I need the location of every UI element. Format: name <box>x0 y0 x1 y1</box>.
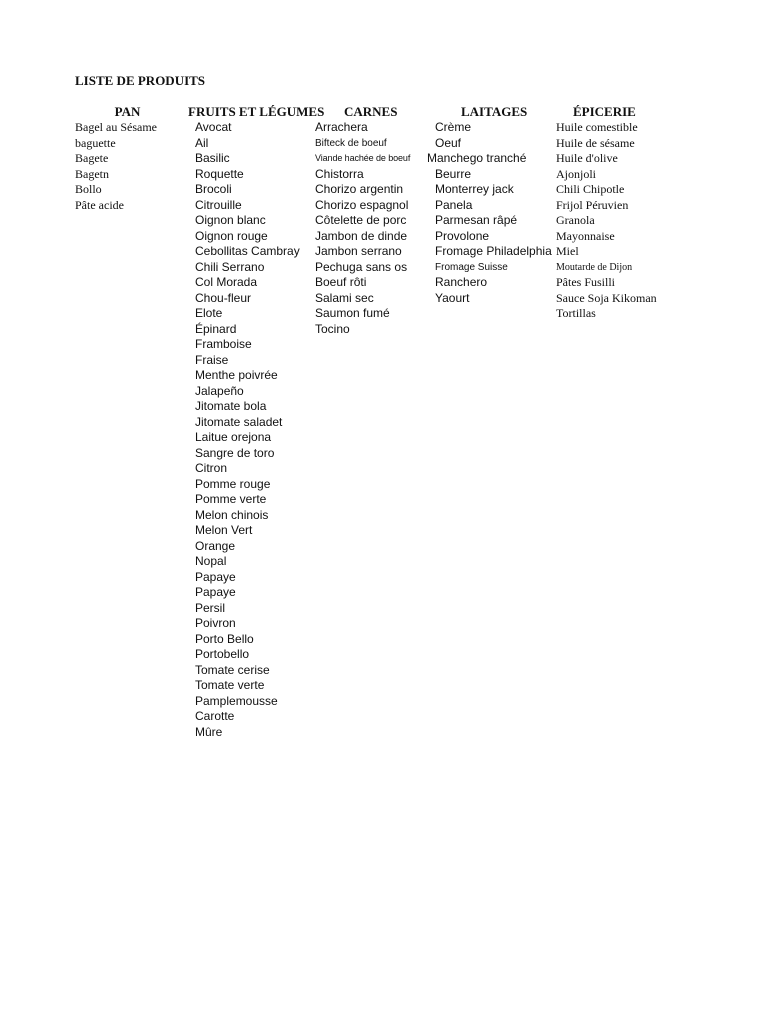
list-item: Fraise <box>195 352 229 367</box>
list-item: Chou-fleur <box>195 290 252 305</box>
list-item: Jitomate bola <box>195 399 267 413</box>
list-item: Sangre de toro <box>195 445 275 460</box>
list-item: Elote <box>195 306 223 320</box>
list-item: Pâte acide <box>75 197 124 212</box>
list-item: Tortillas <box>556 306 596 320</box>
list-item: Framboise <box>195 337 252 351</box>
list-item: Bifteck de boeuf <box>315 137 387 149</box>
column-header-fruits-legumes: FRUITS ET LÉGUMES <box>188 104 325 119</box>
item-list-carnes <box>315 120 430 337</box>
column-laitages <box>427 104 555 306</box>
list-item: Citrouille <box>195 197 242 212</box>
list-item: Pechuga sans os <box>315 259 408 274</box>
column-carnes <box>315 104 430 337</box>
list-item: Boeuf rôti <box>315 275 367 289</box>
list-item: Tocino <box>315 321 350 336</box>
list-item: Granola <box>556 213 595 227</box>
list-item: Pomme verte <box>195 492 267 506</box>
list-item: Nopal <box>195 554 227 568</box>
list-item: Moutarde de Dijon <box>556 261 633 273</box>
list-item: Poivron <box>195 616 236 630</box>
list-item: Melon chinois <box>195 507 269 522</box>
list-item: Ail <box>195 135 209 150</box>
list-item: Col Morada <box>195 275 258 289</box>
list-item: Sauce Soja Kikoman <box>556 290 657 305</box>
list-item: Roquette <box>195 166 244 181</box>
list-item: Frijol Péruvien <box>556 197 629 212</box>
list-item: Huile d'olive <box>556 151 618 165</box>
list-item: Tomate verte <box>195 678 265 692</box>
item-list-pan <box>75 120 180 213</box>
list-item: Jitomate saladet <box>195 414 283 429</box>
list-item: Jambon de dinde <box>315 228 408 243</box>
list-item: Provolone <box>435 228 490 243</box>
list-item: Mayonnaise <box>556 228 615 243</box>
list-item: Panela <box>435 197 473 212</box>
list-item: Basilic <box>195 151 230 165</box>
list-item: Menthe poivrée <box>195 368 278 382</box>
list-item: Tomate cerise <box>195 662 270 677</box>
list-item: Fromage Suisse <box>435 261 508 273</box>
list-item: Crème <box>435 120 472 134</box>
list-item: Fromage Philadelphia <box>435 244 552 258</box>
list-item: Melon Vert <box>195 523 253 537</box>
list-item: Chistorra <box>315 166 364 181</box>
list-item: Bagete <box>75 151 109 165</box>
list-item: Cebollitas Cambray <box>195 244 300 258</box>
list-item: Bagetn <box>75 166 109 181</box>
list-item: Ajonjoli <box>556 166 597 181</box>
list-item: Yaourt <box>435 290 470 305</box>
list-item: Mûre <box>195 724 223 739</box>
list-item: Salami sec <box>315 290 374 305</box>
list-item: Huile de sésame <box>556 135 635 150</box>
list-item: Jambon serrano <box>315 244 402 258</box>
list-item: Manchego tranché <box>427 151 527 165</box>
list-item: Épinard <box>195 321 237 336</box>
list-item: Beurre <box>435 166 472 181</box>
list-item: Miel <box>556 244 579 258</box>
document-title: LISTE DE PRODUITS <box>75 73 206 88</box>
column-pan <box>75 104 180 213</box>
list-item: Chorizo espagnol <box>315 197 409 212</box>
list-item: Carotte <box>195 709 235 723</box>
list-item: Portobello <box>195 647 250 661</box>
list-item: Monterrey jack <box>435 182 514 196</box>
column-header-laitages: LAITAGES <box>461 104 528 119</box>
list-item: Citron <box>195 461 228 475</box>
list-item: Pomme rouge <box>195 476 271 491</box>
list-item: Oeuf <box>435 135 462 150</box>
list-item: Orange <box>195 538 236 553</box>
list-item: Saumon fumé <box>315 306 390 320</box>
list-item: Brocoli <box>195 182 232 196</box>
list-item: Ranchero <box>435 275 488 289</box>
list-item: Papaye <box>195 569 236 584</box>
list-item: Persil <box>195 600 226 615</box>
list-item: Huile comestible <box>556 120 638 134</box>
column-header-epicerie: ÉPICERIE <box>573 104 636 119</box>
list-item: Pamplemousse <box>195 693 278 708</box>
list-item: Pâtes Fusilli <box>556 275 616 289</box>
list-item: baguette <box>75 135 116 150</box>
column-header-pan: PAN <box>114 104 141 119</box>
list-item: Côtelette de porc <box>315 213 407 227</box>
list-item: Chorizo argentin <box>315 182 404 196</box>
item-list-fruits-legumes <box>188 120 328 740</box>
list-item: Bollo <box>75 182 102 196</box>
list-item: Parmesan râpé <box>435 213 518 227</box>
list-item: Chili Chipotle <box>556 182 625 196</box>
list-item: Avocat <box>195 120 232 134</box>
list-item: Jalapeño <box>195 383 244 398</box>
item-list-laitages <box>427 120 555 306</box>
list-item: Arrachera <box>315 120 368 134</box>
list-item: Viande hachée de boeuf <box>315 153 411 163</box>
list-item: Laitue orejona <box>195 430 272 444</box>
list-item: Oignon rouge <box>195 228 268 243</box>
column-header-carnes: CARNES <box>344 104 398 119</box>
column-epicerie <box>556 104 686 322</box>
list-item: Papaye <box>195 585 236 599</box>
list-item: Oignon blanc <box>195 213 266 227</box>
column-fruits-legumes <box>188 104 328 740</box>
item-list-epicerie <box>556 120 686 322</box>
list-item: Bagel au Sésame <box>75 120 157 134</box>
list-item: Chili Serrano <box>195 259 265 274</box>
list-item: Porto Bello <box>195 631 254 646</box>
